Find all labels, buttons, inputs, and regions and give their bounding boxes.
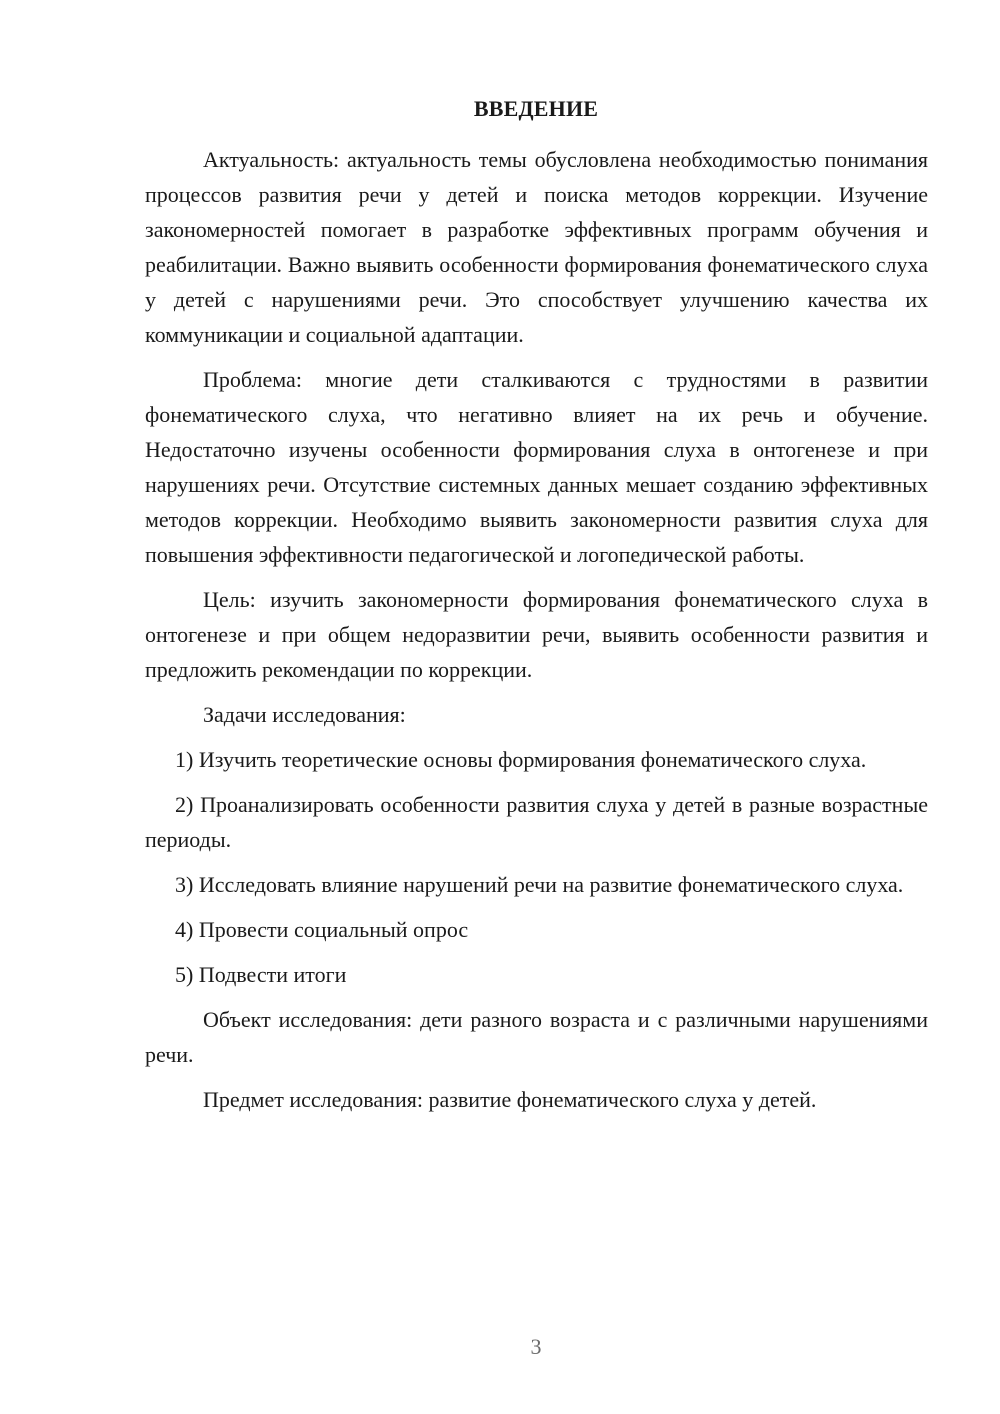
task-item: 5) Подвести итоги xyxy=(175,962,347,987)
page-number: 3 xyxy=(530,1334,542,1359)
task-item: 2) Проанализировать особенности развития слуха у детей в разные возрастные периоды. xyxy=(145,792,928,852)
goal-paragraph: Цель: изучить закономерности формирования фонематического слуха в онтогенезе и при общем недоразвитии речи, выявить особенности развития и предложить рекомендации по коррекции. xyxy=(145,587,928,682)
problem-paragraph: Проблема: многие дети сталкиваются с трудностями в развитии фонематического слуха, что негативно влияет на их речь и обучение. Недостаточно изучены особенности формирования слуха в онтогенезе и при нарушениях речи. Отсутствие системных данных мешает созданию эффективных методов коррекции. Необходимо выявить закономерности развития слуха для повышения эффективности педагогической и логопедической работы. xyxy=(145,367,928,567)
task-item: 1) Изучить теоретические основы формирования фонематического слуха. xyxy=(175,747,867,772)
task-item: 3) Исследовать влияние нарушений речи на развитие фонематического слуха. xyxy=(175,872,904,897)
subject-paragraph: Предмет исследования: развитие фонематического слуха у детей. xyxy=(203,1087,817,1112)
relevance-paragraph: Актуальность: актуальность темы обусловлена необходимостью понимания процессов развития речи у детей и поиска методов коррекции. Изучение закономерностей помогает в разработке эффективных программ обучения и реабилитации. Важно выявить особенности формирования фонематического слуха у детей с нарушениями речи. Это способствует улучшению качества их коммуникации и социальной адаптации. xyxy=(145,147,928,347)
document-body xyxy=(145,142,928,1127)
page-title: ВВЕДЕНИЕ xyxy=(473,96,599,121)
task-item: 4) Провести социальный опрос xyxy=(175,917,469,942)
tasks-heading: Задачи исследования: xyxy=(203,702,406,727)
object-paragraph: Объект исследования: дети разного возраста и с различными нарушениями речи. xyxy=(145,1007,928,1067)
